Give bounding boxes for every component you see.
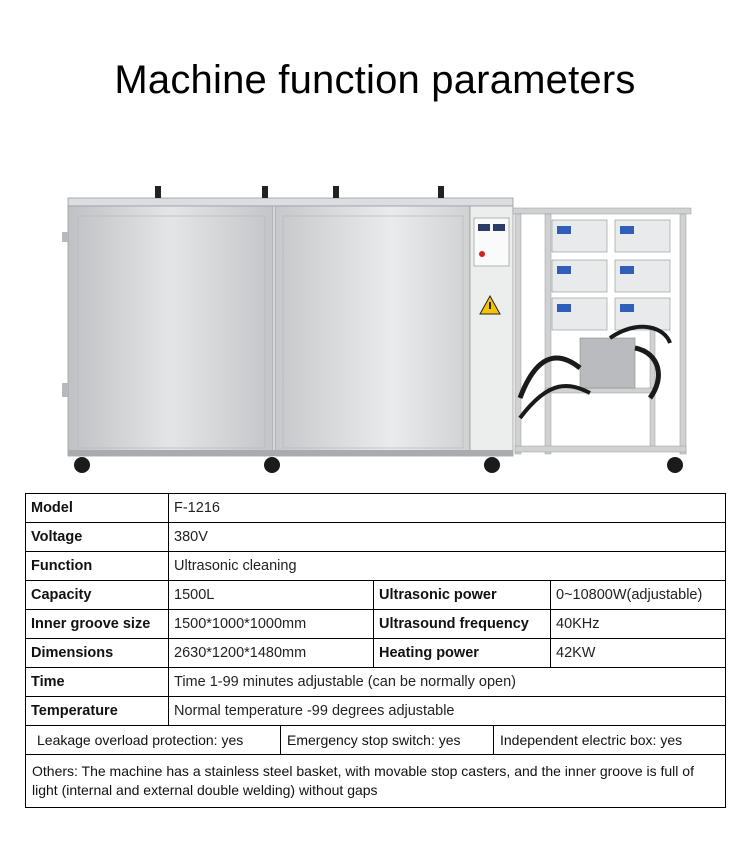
emergency-stop-text: Emergency stop switch: yes	[281, 726, 494, 754]
capacity-value: 1500L	[169, 581, 374, 610]
heating-power-label: Heating power	[374, 639, 551, 668]
table-row	[26, 552, 726, 581]
time-label: Time	[26, 668, 169, 697]
capacity-label: Capacity	[26, 581, 169, 610]
table-row	[26, 494, 726, 523]
voltage-label: Voltage	[26, 523, 169, 552]
others-text: Others: The machine has a stainless steel basket, with movable stop casters, and the inner groove is full of light (internal and external double welding) without gaps	[26, 755, 726, 808]
dimensions-label: Dimensions	[26, 639, 169, 668]
table-row	[26, 726, 726, 755]
ultrasonic-power-value: 0~10800W(adjustable)	[551, 581, 726, 610]
heating-power-value: 42KW	[551, 639, 726, 668]
table-row	[26, 610, 726, 639]
inner-groove-label: Inner groove size	[26, 610, 169, 639]
model-value: F-1216	[169, 494, 726, 523]
frequency-value: 40KHz	[551, 610, 726, 639]
page-title: Machine function parameters	[114, 58, 636, 102]
function-label: Function	[26, 552, 169, 581]
table-row	[26, 668, 726, 697]
voltage-value: 380V	[169, 523, 726, 552]
ultrasonic-cleaning-machine-image	[50, 178, 700, 478]
leakage-protection-text: Leakage overload protection: yes	[31, 726, 281, 754]
temperature-label: Temperature	[26, 697, 169, 726]
dimensions-value: 2630*1200*1480mm	[169, 639, 374, 668]
table-row	[26, 581, 726, 610]
frequency-label: Ultrasound frequency	[374, 610, 551, 639]
inner-groove-value: 1500*1000*1000mm	[169, 610, 374, 639]
temperature-value: Normal temperature -99 degrees adjustable	[169, 697, 726, 726]
parameters-table	[25, 493, 726, 808]
ultrasonic-power-label: Ultrasonic power	[374, 581, 551, 610]
function-value: Ultrasonic cleaning	[169, 552, 726, 581]
time-value: Time 1-99 minutes adjustable (can be normally open)	[169, 668, 726, 697]
table-row	[26, 755, 726, 808]
table-row	[26, 639, 726, 668]
table-row	[26, 523, 726, 552]
electric-box-text: Independent electric box: yes	[500, 732, 683, 748]
table-row	[26, 697, 726, 726]
model-label: Model	[26, 494, 169, 523]
